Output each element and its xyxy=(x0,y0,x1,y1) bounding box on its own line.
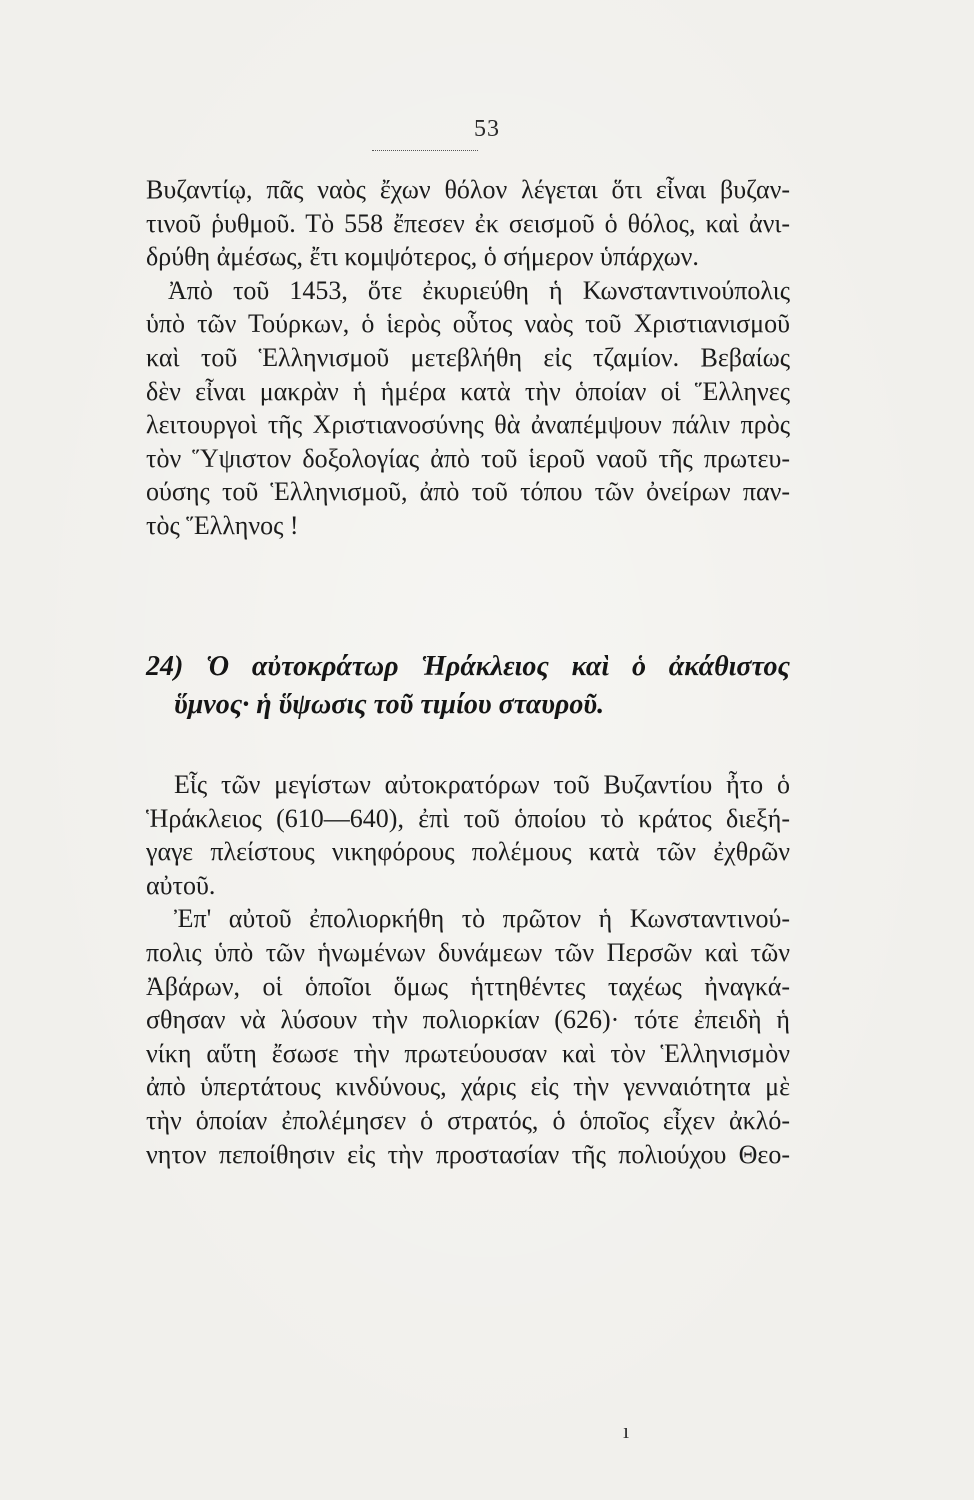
paragraph-heraclius xyxy=(146,768,790,1171)
text-line: σθησαν νὰ λύσουν τὴν πολιορκίαν (626)· τότε ἐπειδὴ ἡ xyxy=(146,1005,790,1035)
text-line: Ἐπ' αὐτοῦ ἐπολιορκήθη τὸ πρῶτον ἡ Κωνσταντινού- xyxy=(174,904,790,934)
text-line: δὲν εἶναι μακρὰν ἡ ἡμέρα κατὰ τὴν ὁποίαν οἱ Ἕλληνες xyxy=(146,376,790,406)
section-heading xyxy=(146,648,790,724)
text-line: δρύθη ἀμέσως, ἔτι κομψότερος, ὁ σήμερον ὑπάρχων. xyxy=(146,242,699,272)
text-line: αὐτοῦ. xyxy=(146,870,216,900)
text-line: τινοῦ ῥυθμοῦ. Τὸ 558 ἔπεσεν ἐκ σεισμοῦ ὁ θόλος, καὶ ἀνι- xyxy=(146,208,790,238)
text-line: Βυζαντίῳ, πᾶς ναὸς ἔχων θόλον λέγεται ὅτι εἶναι βυζαν- xyxy=(146,175,790,204)
text-line: καὶ τοῦ Ἑλληνισμοῦ μετεβλήθη εἰς τζαμίον. Βεβαίως xyxy=(146,342,790,372)
stray-ink-mark: ı xyxy=(623,1418,630,1443)
text-line: ούσης τοῦ Ἑλληνισμοῦ, ἀπὸ τοῦ τόπου τῶν ὀνείρων παν- xyxy=(146,477,790,507)
text-line: Ἀβάρων, οἱ ὁποῖοι ὅμως ἡττηθέντες ταχέως ἠναγκά- xyxy=(146,971,790,1001)
text-line: ἀπὸ ὑπερτάτους κινδύνους, χάρις εἰς τὴν γενναιότητα μὲ xyxy=(146,1072,790,1102)
page-number-underline xyxy=(372,150,478,151)
text-line: νητον πεποίθησιν εἰς τὴν προστασίαν τῆς πολιούχου Θεο- xyxy=(146,1139,790,1169)
text-line: Εἷς τῶν μεγίστων αὐτοκρατόρων τοῦ Βυζαντίου ἦτο ὁ xyxy=(174,770,790,799)
text-line: γαγε πλείστους νικηφόρους πολέμους κατὰ τῶν ἐχθρῶν xyxy=(146,837,790,867)
page-number: 53 xyxy=(474,116,500,142)
text-line: πολις ὑπὸ τῶν ἡνωμένων δυνάμεων τῶν Περσῶν καὶ τῶν xyxy=(146,937,790,967)
text-line: νίκη αὕτη ἔσωσε τὴν πρωτεύουσαν καὶ τὸν Ἑλληνισμὸν xyxy=(146,1038,790,1068)
heading-line: 24) Ὁ αὐτοκράτωρ Ἡράκλειος καὶ ὁ ἀκάθιστος xyxy=(146,651,790,682)
text-line: ὑπὸ τῶν Τούρκων, ὁ ἱερὸς οὗτος ναὸς τοῦ Χριστιανισμοῦ xyxy=(146,309,790,339)
text-line: Ἡράκλειος (610—640), ἐπὶ τοῦ ὁποίου τὸ κράτος διεξή- xyxy=(146,803,790,833)
heading-line: ὕμνος· ἡ ὕψωσις τοῦ τιμίου σταυροῦ. xyxy=(174,689,605,720)
text-line: τὴν ὁποίαν ἐπολέμησεν ὁ στρατός, ὁ ὁποῖος εἶχεν ἀκλό- xyxy=(146,1105,790,1135)
paragraph-hagia-sophia xyxy=(146,173,790,543)
text-line: τὸν Ὕψιστον δοξολογίας ἀπὸ τοῦ ἱεροῦ ναοῦ τῆς πρωτευ- xyxy=(146,443,790,473)
text-line: τὸς Ἕλληνος ! xyxy=(146,510,299,540)
text-line: Ἀπὸ τοῦ 1453, ὅτε ἐκυριεύθη ἡ Κωνσταντινούπολις xyxy=(168,275,790,305)
text-line: λειτουργοὶ τῆς Χριστιανοσύνης θὰ ἀναπέμψουν πάλιν πρὸς xyxy=(146,410,790,440)
